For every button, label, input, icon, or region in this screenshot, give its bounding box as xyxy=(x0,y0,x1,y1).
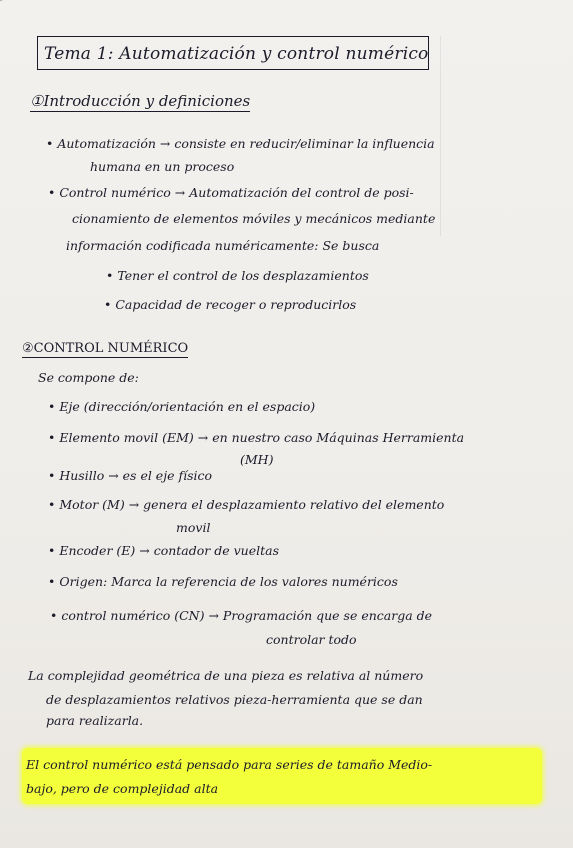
section1-bullet1-line1: • Automatización → consiste en reducir/eliminar la influencia xyxy=(46,136,435,151)
paragraph-line2: de desplazamientos relativos pieza-herramienta que se dan xyxy=(46,692,423,707)
section2-intro: Se compone de: xyxy=(38,370,139,385)
highlighted-note-line1: El control numérico está pensado para series de tamaño Medio- xyxy=(26,757,433,772)
paragraph-line1: La complejidad geométrica de una pieza es relativa al número xyxy=(28,668,424,683)
section2-item-husillo: • Husillo → es el eje físico xyxy=(48,468,213,483)
section2-item-control-numerico-line2: controlar todo xyxy=(266,632,357,647)
section2-item-origen: • Origen: Marca la referencia de los valores numéricos xyxy=(48,574,398,589)
section1-sub-bullet1: • Tener el control de los desplazamientos xyxy=(106,268,369,283)
section2-item-elemento-movil-line2: (MH) xyxy=(240,452,274,467)
highlighted-note-line2: bajo, pero de complejidad alta xyxy=(26,781,219,796)
section1-bullet2-line3: información codificada numéricamente: Se busca xyxy=(66,238,380,253)
section2-item-motor-line1: • Motor (M) → genera el desplazamiento relativo del elemento xyxy=(48,497,445,512)
section1-heading: ①Introducción y definiciones xyxy=(30,92,251,110)
section2-item-elemento-movil-line1: • Elemento movil (EM) → en nuestro caso Máquinas Herramienta xyxy=(48,430,465,445)
section2-item-control-numerico-line1: • control numérico (CN) → Programación que se encarga de xyxy=(50,608,433,623)
paragraph-line3: para realizarla. xyxy=(46,713,144,728)
section1-bullet2-line2: cionamiento de elementos móviles y mecánicos mediante xyxy=(72,211,436,226)
page-title: Tema 1: Automatización y control numérico xyxy=(44,44,429,64)
section1-sub-bullet2: • Capacidad de recoger o reproducirlos xyxy=(104,297,357,312)
section2-item-motor-line2: movil xyxy=(176,520,211,535)
section2-item-eje: • Eje (dirección/orientación en el espacio) xyxy=(48,399,316,414)
section1-bullet2-line1: • Control numérico → Automatización del control de posi- xyxy=(48,185,414,200)
section2-item-encoder: • Encoder (E) → contador de vueltas xyxy=(48,543,279,558)
bleed-through-marks xyxy=(440,36,551,236)
section2-heading: ②CONTROL NUMÉRICO xyxy=(22,341,189,356)
section1-bullet1-line2: humana en un proceso xyxy=(90,159,235,174)
